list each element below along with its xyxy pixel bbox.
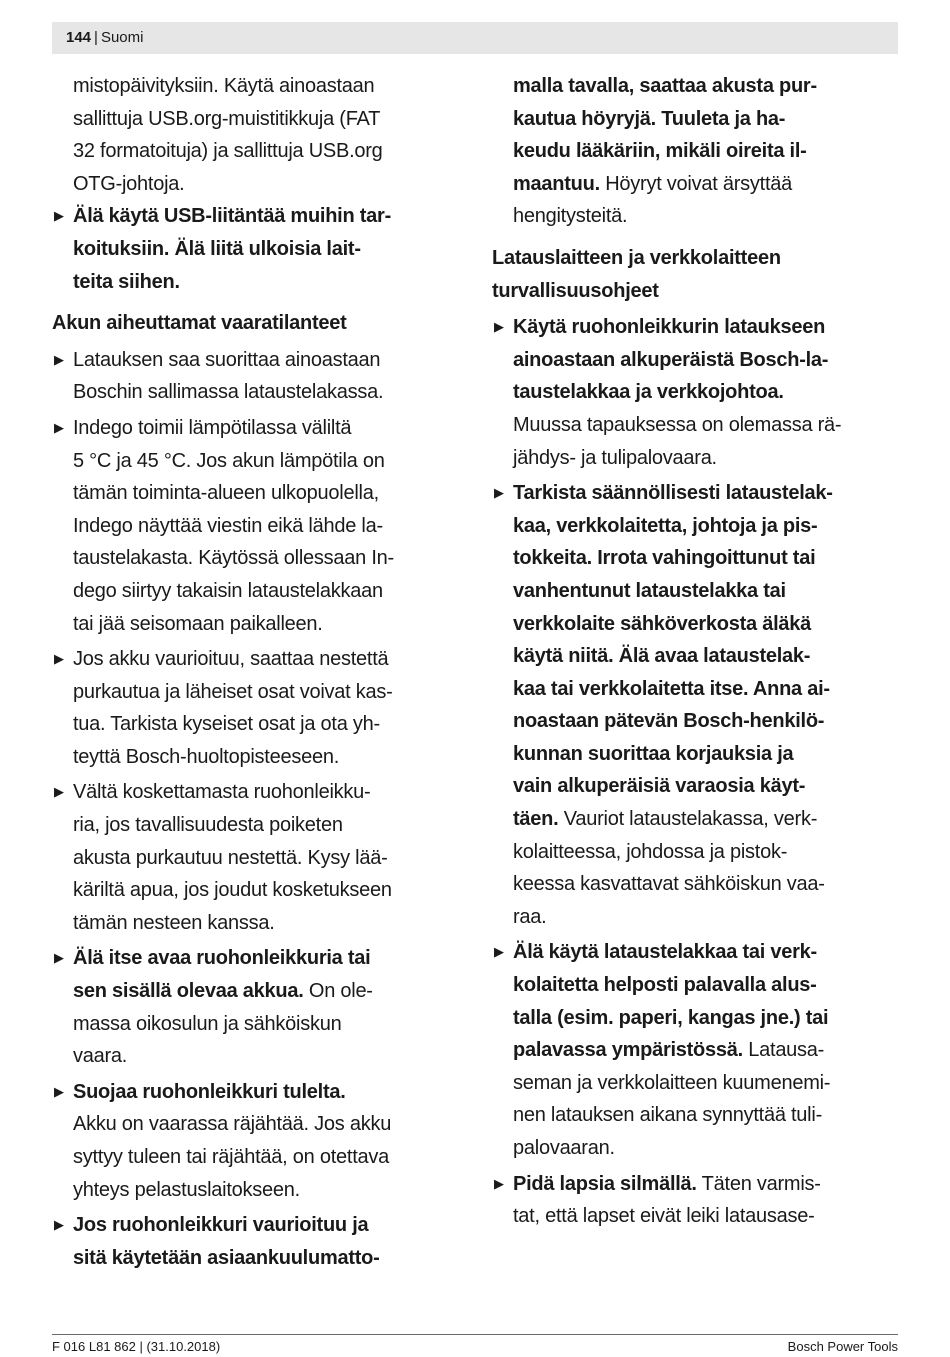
continuation-paragraph <box>52 70 472 200</box>
text-line: taustelakkaa ja verkkojohtoa. <box>513 381 784 404</box>
text-line: kautua höyryjä. Tuuleta ja ha- <box>513 107 786 130</box>
text-line: kaa, verkkolaitetta, johtoja ja pis- <box>513 514 818 537</box>
text-line: sallittuja USB.org-muistitikkuja (FAT <box>73 107 381 130</box>
right-triangle-bullet-icon: ▶ <box>54 651 64 667</box>
left-column <box>52 70 472 1277</box>
text-line: Jos ruohonleikkuri vaurioituu ja <box>73 1214 369 1237</box>
right-triangle-bullet-icon: ▶ <box>494 1175 504 1191</box>
text-line: akusta purkautuu nestettä. Kysy lää- <box>73 846 388 869</box>
bold-text: täen. <box>513 808 559 831</box>
text-line: Jos akku vaurioituu, saattaa nestettä <box>73 648 389 671</box>
text-line: seman ja verkkolaitteen kuumenemi- <box>513 1071 831 1094</box>
bullet-fire <box>52 1076 472 1206</box>
normal-text: Täten varmis- <box>696 1172 821 1195</box>
right-triangle-bullet-icon: ▶ <box>494 944 504 960</box>
text-line: vaara. <box>73 1045 128 1068</box>
right-triangle-bullet-icon: ▶ <box>494 485 504 501</box>
right-column <box>492 70 912 1236</box>
text-line: malla tavalla, saattaa akusta pur- <box>513 75 817 97</box>
bullet-improper-use <box>52 1209 472 1274</box>
right-triangle-bullet-icon: ▶ <box>54 419 64 435</box>
bold-text: palavassa ympäristössä. <box>513 1039 743 1062</box>
bullet-damaged-battery <box>52 643 472 773</box>
text-line: käriltä apua, jos joudut kosketukseen <box>73 879 392 902</box>
continuation-paragraph <box>492 70 912 233</box>
text-line: Vältä koskettamasta ruohonleikku- <box>73 781 371 804</box>
text-line: taustelakasta. Käytössä ollessaan In- <box>73 547 394 570</box>
section-heading: Akun aiheuttamat vaaratilanteet <box>52 312 347 335</box>
text-line: hengitysteitä. <box>513 205 628 228</box>
bold-text: maantuu. <box>513 172 600 195</box>
text-line: raa. <box>513 905 547 928</box>
text-line: teita siihen. <box>73 270 180 293</box>
text-line: palovaaran. <box>513 1137 615 1159</box>
text-line: verkkolaite sähköverkosta äläkä <box>513 612 812 635</box>
text-line: Suojaa ruohonleikkuri tulelta. <box>73 1080 346 1103</box>
text-line: koituksiin. Älä liitä ulkoisia lait- <box>73 237 361 260</box>
text-line: teyttä Bosch-huoltopisteeseen. <box>73 745 340 768</box>
bold-text: sen sisällä olevaa akkua. <box>73 980 304 1003</box>
header-language: Suomi <box>100 29 144 46</box>
text-line: tokkeita. Irrota vahingoittunut tai <box>513 547 816 570</box>
bullet-usb <box>52 200 472 298</box>
text-line: 32 formatoituja) ja sallittuja USB.org <box>73 140 383 163</box>
text-line: kaa tai verkkolaitetta itse. Anna ai- <box>513 677 830 700</box>
text-line: sitä käytetään asiaankuulumatto- <box>73 1246 380 1269</box>
text-line: ainoastaan alkuperäistä Bosch-la- <box>513 348 829 371</box>
text-line: mistopäivityksiin. Käytä ainoastaan <box>73 75 375 97</box>
text-line: vanhentunut lataustelakka tai <box>513 579 786 602</box>
bullet-do-not-open <box>52 942 472 1072</box>
section-heading <box>492 242 912 307</box>
bullet-children <box>492 1168 912 1233</box>
right-triangle-bullet-icon: ▶ <box>54 1083 64 1099</box>
bullet-fluid <box>52 776 472 939</box>
text-line: noastaan pätevän Bosch-henkilö- <box>513 710 825 733</box>
text-line: Latauksen saa suorittaa ainoastaan <box>73 348 381 371</box>
footer-document-code: F 016 L81 862 | (31.10.2018) <box>52 1339 221 1354</box>
bullet-temperature <box>52 412 472 640</box>
normal-text: On ole- <box>303 980 373 1003</box>
text-line: tämän nesteen kanssa. <box>73 911 275 934</box>
bullet-inspect <box>492 477 912 933</box>
text-line <box>513 1034 912 1067</box>
text-line: kolaitteessa, johdossa ja pistok- <box>513 840 788 863</box>
text-line: 5 °C ja 45 °C. Jos akun lämpötila on <box>73 449 385 472</box>
header-text <box>66 29 143 47</box>
text-line: Käytä ruohonleikkurin lataukseen <box>513 316 826 339</box>
text-line: ria, jos tavallisuudesta poiketen <box>73 814 343 837</box>
header-separator: | <box>94 29 98 46</box>
normal-text: Höyryt voivat ärsyttää <box>599 172 792 195</box>
text-line <box>73 975 472 1008</box>
text-line: käytä niitä. Älä avaa lataustelak- <box>513 645 811 668</box>
text-line: Akku on vaarassa räjähtää. Jos akku <box>73 1113 392 1136</box>
text-line: jähdys- ja tulipalovaara. <box>513 446 717 469</box>
footer-brand: Bosch Power Tools <box>787 1339 898 1354</box>
heading-line: turvallisuusohjeet <box>492 279 659 302</box>
text-line: keessa kasvattavat sähköiskun vaa- <box>513 873 825 896</box>
text-line: talla (esim. paperi, kangas jne.) tai <box>513 1006 829 1029</box>
text-line: syttyy tuleen tai räjähtää, on otettava <box>73 1146 390 1168</box>
text-line: OTG-johtoja. <box>73 172 185 195</box>
text-line: vain alkuperäisiä varaosia käyt- <box>513 775 806 798</box>
bold-text: Pidä lapsia silmällä. <box>513 1172 697 1195</box>
right-triangle-bullet-icon: ▶ <box>54 1217 64 1233</box>
text-line: nen latauksen aikana synnyttää tuli- <box>513 1104 822 1127</box>
heading-line: Latauslaitteen ja verkkolaitteen <box>492 246 781 269</box>
footer-divider <box>52 1334 898 1335</box>
normal-text: Latausa- <box>742 1039 825 1062</box>
right-triangle-bullet-icon: ▶ <box>54 950 64 966</box>
page-header <box>52 22 898 54</box>
text-line: tua. Tarkista kyseiset osat ja ota yh- <box>73 713 380 736</box>
text-line: Boschin sallimassa lataustelakassa. <box>73 381 384 404</box>
bullet-flammable-surface <box>492 936 912 1164</box>
text-line: Älä käytä lataustelakkaa tai verk- <box>513 941 817 964</box>
text-line: tat, että lapset eivät leiki latausase- <box>513 1205 815 1228</box>
text-line: tämän toiminta-alueen ulkopuolella, <box>73 482 379 505</box>
right-triangle-bullet-icon: ▶ <box>54 351 64 367</box>
text-line <box>513 168 912 201</box>
bullet-original-charger <box>492 311 912 474</box>
bullet-charging <box>52 344 472 409</box>
text-line: massa oikosulun ja sähköiskun <box>73 1012 342 1035</box>
text-line: Indego toimii lämpötilassa väliltä <box>73 416 352 439</box>
text-line: dego siirtyy takaisin lataustelakkaan <box>73 579 383 602</box>
text-line: tai jää seisomaan paikalleen. <box>73 612 323 635</box>
right-triangle-bullet-icon: ▶ <box>494 319 504 335</box>
text-line: Älä itse avaa ruohonleikkuria tai <box>73 947 371 970</box>
text-line: kolaitetta helposti palavalla alus- <box>513 974 817 997</box>
normal-text: Vauriot lataustelakassa, verk- <box>558 808 818 831</box>
text-line: Älä käytä USB-liitäntää muihin tar- <box>73 205 391 228</box>
text-line: Muussa tapauksessa on olemassa rä- <box>513 413 842 436</box>
right-triangle-bullet-icon: ▶ <box>54 208 64 224</box>
text-line: kunnan suorittaa korjauksia ja <box>513 742 794 765</box>
text-line <box>513 1168 912 1201</box>
text-line: Indego näyttää viestin eikä lähde la- <box>73 514 383 537</box>
page-number: 144 <box>66 29 92 46</box>
text-line: yhteys pelastuslaitokseen. <box>73 1178 300 1201</box>
text-line: Tarkista säännöllisesti lataustelak- <box>513 482 833 505</box>
text-line: keudu lääkäriin, mikäli oireita il- <box>513 140 807 163</box>
right-triangle-bullet-icon: ▶ <box>54 784 64 800</box>
text-line: purkautua ja läheiset osat voivat kas- <box>73 680 393 703</box>
text-line <box>513 803 912 836</box>
